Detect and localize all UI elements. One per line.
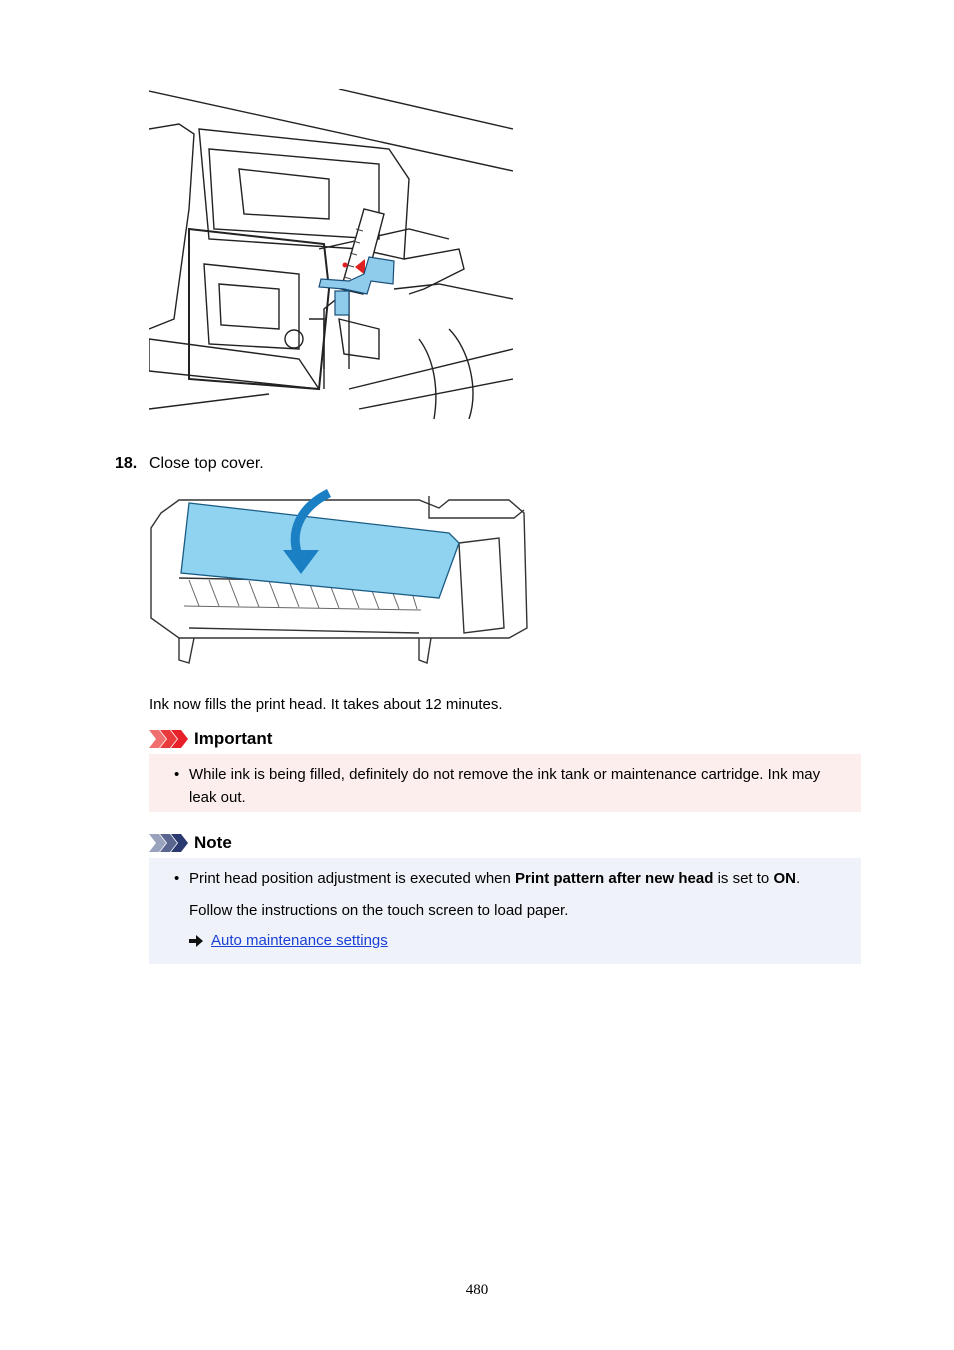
- printer-illustration: [149, 488, 530, 672]
- print-head-illustration: [149, 89, 513, 419]
- note-item-middle: is set to: [713, 870, 774, 887]
- print-head-lock-lever-illustration-icon: [149, 89, 513, 419]
- page-number: 480: [465, 1282, 489, 1298]
- step-18: [115, 455, 264, 473]
- note-chevrons-icon: [149, 834, 189, 852]
- note-followup: Follow the instructions on the touch screen to load paper.: [189, 902, 569, 919]
- important-heading-label: Important: [194, 729, 273, 748]
- step-text: Close top cover.: [149, 455, 264, 472]
- important-item: • While ink is being filled, definitely do not remove the ink tank or maintenance cartridge. Ink may leak out.: [173, 763, 849, 809]
- note-item-setting: Print pattern after new head: [515, 870, 714, 887]
- important-heading: [149, 729, 272, 749]
- arrow-right-icon: [189, 935, 203, 947]
- important-box: [149, 754, 861, 812]
- note-item-value: ON: [773, 870, 796, 887]
- step-number: 18.: [115, 455, 138, 472]
- note-heading: [149, 833, 232, 853]
- note-item: [173, 867, 849, 890]
- important-chevrons-icon: [149, 730, 189, 748]
- note-item-prefix: Print head position adjustment is executed when: [189, 870, 516, 887]
- note-box: [149, 858, 861, 964]
- ink-fill-text: Ink now fills the print head. It takes about 12 minutes.: [149, 696, 503, 713]
- note-link-row: [173, 929, 849, 952]
- note-item-suffix: .: [795, 870, 801, 887]
- printer-top-cover-closing-illustration-icon: [149, 488, 530, 672]
- auto-maintenance-settings-link[interactable]: Auto maintenance settings: [211, 932, 388, 949]
- note-heading-label: Note: [194, 833, 232, 852]
